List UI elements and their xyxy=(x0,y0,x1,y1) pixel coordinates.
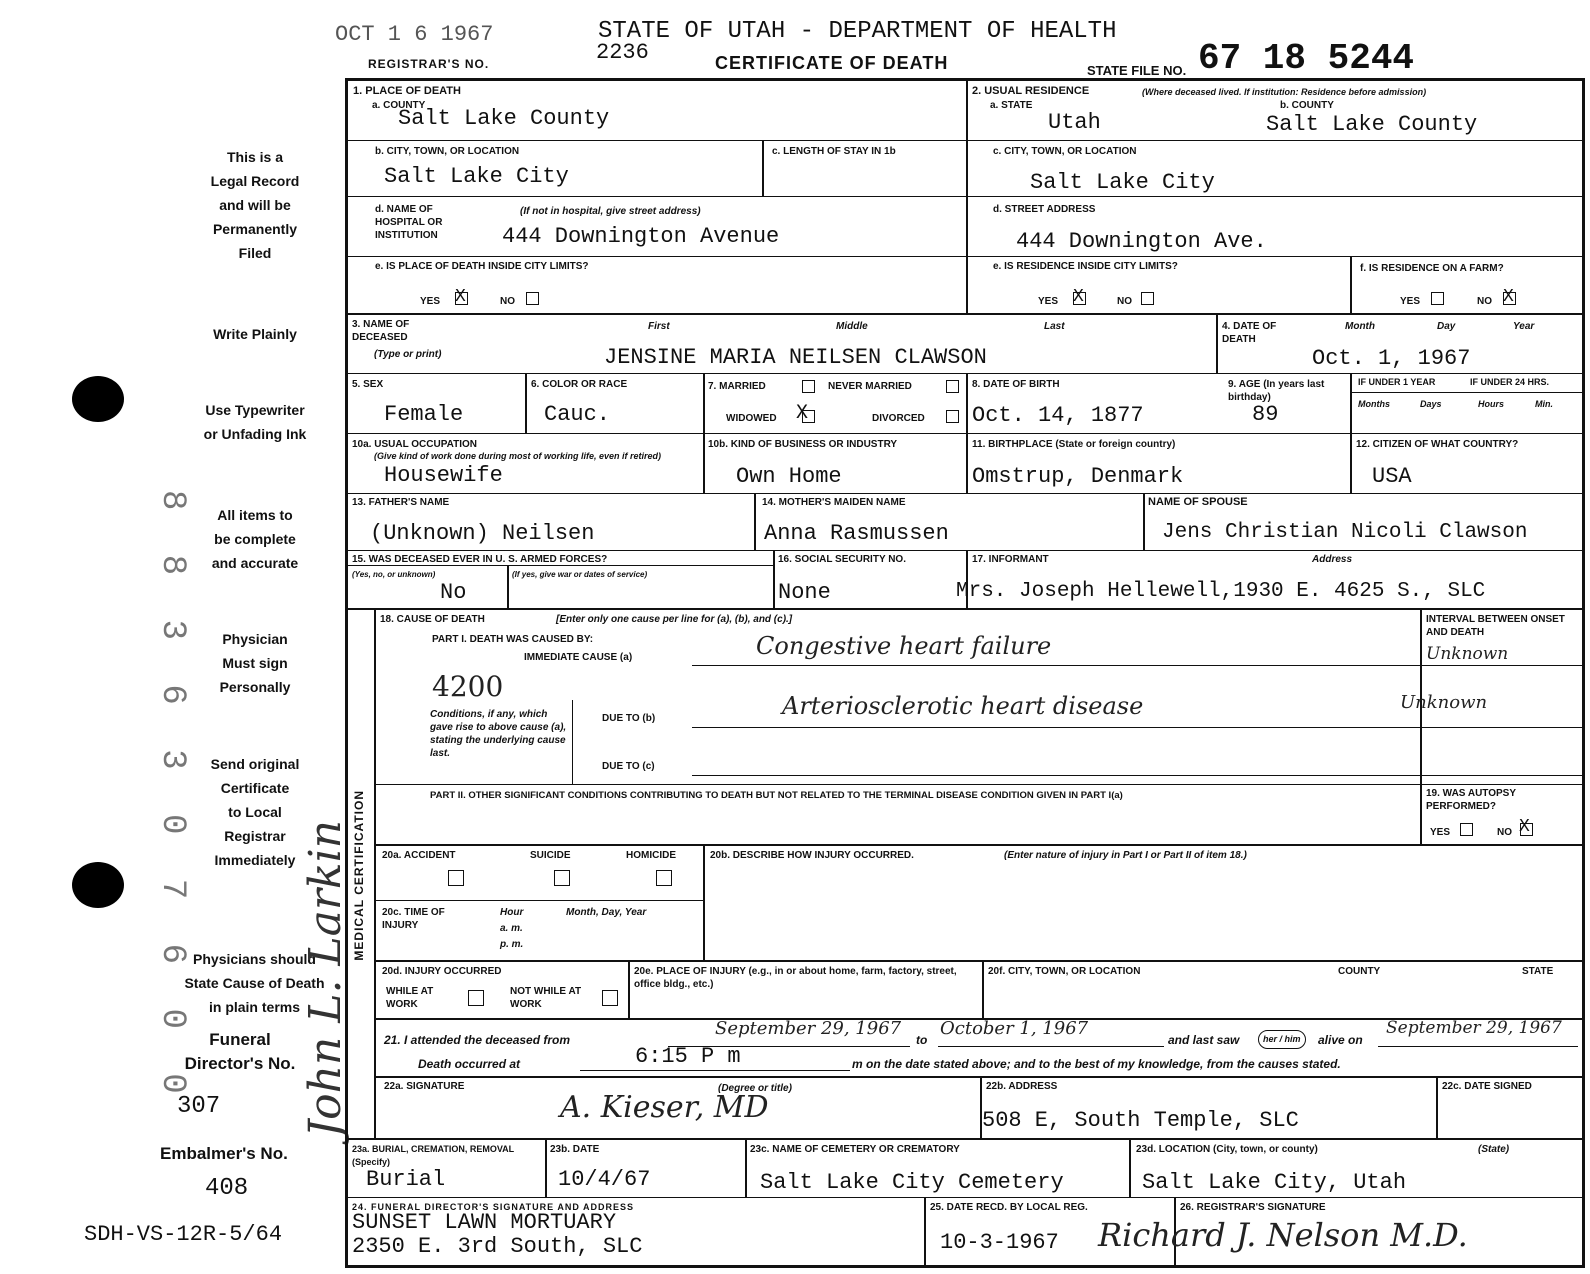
state-file-label: STATE FILE NO. xyxy=(1087,63,1187,78)
all-items-note: All items to be complete and accurate xyxy=(211,507,299,571)
punch-hole-bottom xyxy=(72,862,124,908)
embalmer-no: 408 xyxy=(205,1175,249,1202)
residence-county: Salt Lake County xyxy=(1266,112,1478,137)
never-married-checkbox[interactable] xyxy=(946,380,959,393)
death-time: 6:15 P m xyxy=(635,1044,741,1069)
residence-city: Salt Lake City xyxy=(1030,170,1215,195)
burial-date: 10/4/67 xyxy=(558,1167,651,1192)
hospital-label: d. NAME OF HOSPITAL OR INSTITUTION xyxy=(375,204,443,241)
state-department-title: STATE OF UTAH - DEPARTMENT OF HEALTH xyxy=(598,18,1117,45)
homicide-checkbox[interactable] xyxy=(656,870,672,886)
registrar-signature: Richard J. Nelson M.D. xyxy=(1098,1216,1468,1254)
usual-residence-note: (Where deceased lived. If institution: Residence before admission) xyxy=(1142,87,1427,97)
form-code: SDH-VS-12R-5/64 xyxy=(84,1222,283,1247)
vertical-serial-number: 8 8 3 6 3 0 7 6 0 0 xyxy=(153,490,191,1106)
medical-certification-vertical-label: MEDICAL CERTIFICATION xyxy=(352,790,366,961)
business: Own Home xyxy=(736,464,842,489)
armed-forces: No xyxy=(440,580,467,605)
typewriter-note: Use Typewriter or Unfading Ink xyxy=(203,402,307,442)
social-security-no: None xyxy=(778,580,831,605)
physician-sign-note: Physician Must sign Personally xyxy=(219,631,291,695)
place-of-death-section: 1. PLACE OF DEATH xyxy=(353,85,461,97)
disposition-method: Burial xyxy=(366,1167,446,1192)
registrar-no: 2236 xyxy=(596,40,649,65)
date-received: 10-3-1967 xyxy=(940,1230,1059,1255)
registrar-no-label: REGISTRAR'S NO. xyxy=(368,57,490,71)
citizenship: USA xyxy=(1372,464,1412,489)
county-label: a. COUNTY xyxy=(372,100,426,111)
interval-b-handwritten: Unknown xyxy=(1400,692,1488,713)
certificate-title: CERTIFICATE OF DEATH xyxy=(715,53,949,73)
vertical-handwritten-signature: John L. Larkin xyxy=(300,820,351,1138)
residence-street: 444 Downington Ave. xyxy=(1016,229,1267,254)
suicide-checkbox[interactable] xyxy=(554,870,570,886)
stamp-date: OCT 1 6 1967 xyxy=(335,22,494,47)
write-plainly-note: Write Plainly xyxy=(213,326,297,342)
date-of-birth: Oct. 14, 1877 xyxy=(972,403,1144,428)
cause-code: 4200 xyxy=(432,670,504,703)
hospital-address: 444 Downington Avenue xyxy=(502,224,780,249)
death-inside-no-checkbox[interactable] xyxy=(526,292,539,305)
informant: Mrs. Joseph Hellewell,1930 E. 4625 S., SLC xyxy=(956,580,1486,603)
birthplace: Omstrup, Denmark xyxy=(972,464,1184,489)
date-of-death: Oct. 1, 1967 xyxy=(1312,346,1471,371)
race: Cauc. xyxy=(544,402,611,427)
sex: Female xyxy=(384,402,464,427)
residence-state: Utah xyxy=(1048,110,1101,135)
attended-from-handwritten: September 29, 1967 xyxy=(715,1018,902,1039)
burial-location: Salt Lake City, Utah xyxy=(1142,1170,1407,1195)
accident-checkbox[interactable] xyxy=(448,870,464,886)
cause-a-handwritten: Congestive heart failure xyxy=(756,632,1052,660)
legal-record-note: This is a Legal Record and will be Permanently Filed xyxy=(210,149,300,261)
age: 89 xyxy=(1252,402,1279,427)
last-saw-handwritten: September 29, 1967 xyxy=(1386,1018,1562,1038)
death-city: Salt Lake City xyxy=(384,164,569,189)
cemetery-name: Salt Lake City Cemetery xyxy=(760,1170,1064,1195)
funeral-director-no: 307 xyxy=(177,1093,221,1120)
death-city-label: b. CITY, TOWN, OR LOCATION xyxy=(375,146,520,157)
state-file-no: 67 18 5244 xyxy=(1198,38,1415,79)
punch-hole-top xyxy=(72,376,124,422)
spouse-name: Jens Christian Nicoli Clawson xyxy=(1162,521,1528,544)
autopsy-yes-checkbox[interactable] xyxy=(1460,823,1473,836)
physicians-cause-note: Physicians should State Cause of Death in plain terms xyxy=(184,951,325,1015)
married-checkbox[interactable] xyxy=(802,380,815,393)
death-inside-city-label: e. IS PLACE OF DEATH INSIDE CITY LIMITS? xyxy=(375,261,589,272)
farm-yes-checkbox[interactable] xyxy=(1431,292,1444,305)
cause-b-handwritten: Arteriosclerotic heart disease xyxy=(782,692,1144,720)
occupation: Housewife xyxy=(384,463,503,488)
funeral-director-no-label: Funeral Director's No. xyxy=(184,1030,296,1073)
embalmer-no-label: Embalmer's No. xyxy=(160,1144,288,1163)
residence-inside-no-checkbox[interactable] xyxy=(1141,292,1154,305)
mother-maiden-name: Anna Rasmussen xyxy=(764,521,949,546)
funeral-home-address: 2350 E. 3rd South, SLC xyxy=(352,1234,643,1259)
divorced-checkbox[interactable] xyxy=(946,410,959,423)
death-inside-yes-mark: X xyxy=(455,287,466,307)
father-name: (Unknown) Neilsen xyxy=(370,521,595,546)
while-at-work-checkbox[interactable] xyxy=(468,990,484,1006)
hospital-note: (If not in hospital, give street address) xyxy=(520,206,701,217)
name-of-deceased-label: 3. NAME OF DECEASED xyxy=(352,319,410,343)
death-county: Salt Lake County xyxy=(398,106,610,131)
physician-signature: A. Kieser, MD xyxy=(560,1090,769,1125)
deceased-name: JENSINE MARIA NEILSEN CLAWSON xyxy=(604,345,987,370)
attended-to-handwritten: October 1, 1967 xyxy=(940,1018,1089,1039)
not-while-at-work-checkbox[interactable] xyxy=(602,990,618,1006)
length-of-stay-label: c. LENGTH OF STAY IN 1b xyxy=(772,146,896,157)
physician-address: 508 E, South Temple, SLC xyxy=(982,1108,1299,1133)
interval-a-handwritten: Unknown xyxy=(1426,644,1509,664)
funeral-home-name: SUNSET LAWN MORTUARY xyxy=(352,1210,617,1235)
usual-residence-section: 2. USUAL RESIDENCE xyxy=(972,85,1090,97)
send-original-note: Send original Certificate to Local Registrar Immediately xyxy=(210,756,300,868)
